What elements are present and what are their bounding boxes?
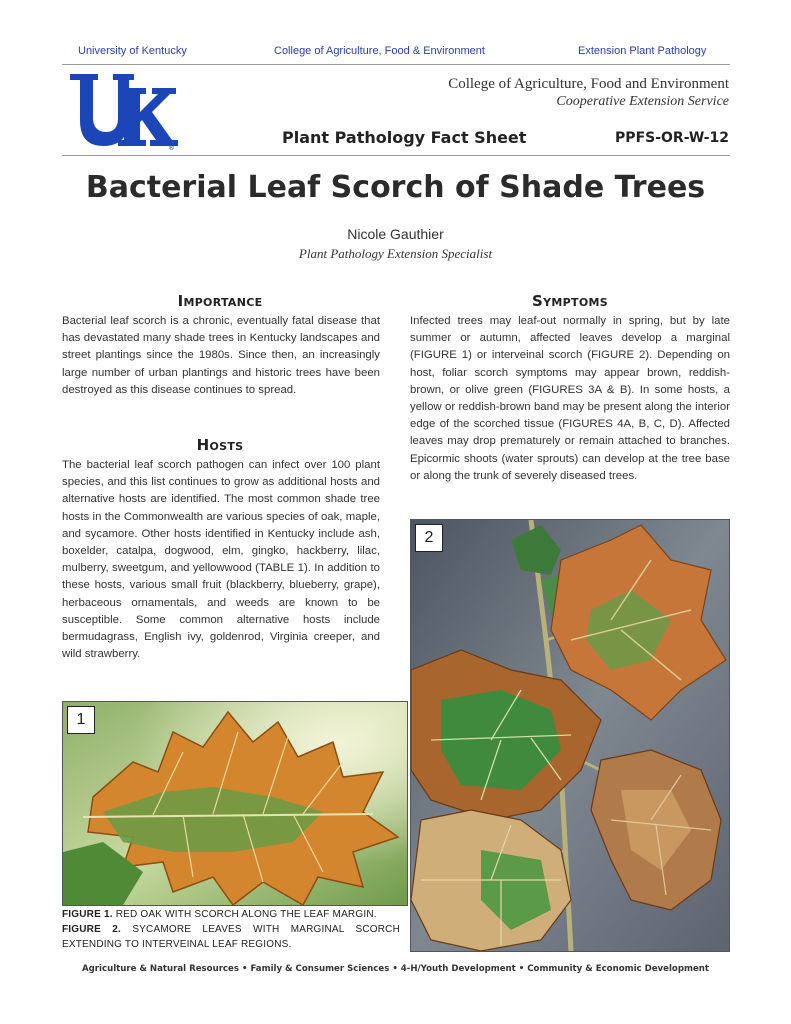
svg-text:®: ® (168, 144, 175, 152)
figure-2-photo (410, 519, 730, 952)
caption-2-label: FIGURE 2. (62, 924, 122, 935)
top-divider (62, 64, 730, 65)
author-name: Nicole Gauthier (347, 226, 444, 242)
uk-logo (68, 70, 180, 152)
caption-1-label: FIGURE 1. (62, 909, 113, 920)
college-name: College of Agriculture, Food and Environment (448, 76, 729, 92)
college-link[interactable]: College of Agriculture, Food & Environment (274, 45, 485, 57)
extension-service: Cooperative Extension Service (556, 94, 729, 109)
extension-link[interactable]: Extension Plant Pathology (578, 45, 707, 57)
hosts-text: The bacterial leaf scorch pathogen can infect over 100 plant species, and this list continues to grow as additional hosts and alternative hosts are identified. The most common shade tree hosts in the Commonwealth are various species of oak, maple, and sycamore. Other hosts identified in Kentucky include ash, boxelder, catalpa, dogwood, elm, gingko, hackberry, lilac, mulberry, sweetgum, and yellowwood (TABLE 1). In addition to these hosts, various small fruit (blackberry, blueberry, grape), herbaceous ornamentals, and weeds are known to be susceptible. Some common alternative hosts include bermudagrass, English ivy, goldenrod, Virginia creeper, and wild strawberry. (62, 459, 380, 661)
symptoms-text: Infected trees may leaf-out normally in spring, but by late summer or autumn, affected leaves develop a marginal (FIGURE 1) or interveinal scorch (FIGURE 2). Depending on host, foliar scorch symptoms may appear brown, reddish-brown, or olive green (FIGURES 3A & B). In some hosts, a yellow or reddish-brown band may be present along the interior edge of the scorched tissue (FIGURES 4A, B, C, D). Affected leaves may drop prematurely or remain attached to branches. Epicormic shoots (water sprouts) can develop at the tree base or along the trunk of severely diseased trees. (410, 315, 730, 482)
footer-programs: Agriculture & Natural Resources • Family & Consumer Sciences • 4-H/Youth Development • Community & Economic Development (82, 964, 709, 974)
document-code: PPFS-OR-W-12 (615, 130, 729, 146)
college-heading (448, 75, 729, 111)
caption-2-text: SYCAMORE LEAVES WITH MARGINAL SCORCH EXTENDING TO INTERVEINAL LEAF REGIONS. (62, 924, 400, 950)
header-divider (62, 155, 730, 156)
caption-2 (62, 922, 400, 952)
figure-1-number: 1 (67, 706, 95, 734)
university-link[interactable]: University of Kentucky (78, 45, 187, 57)
importance-text: Bacterial leaf scorch is a chronic, eventually fatal disease that has devastated many shade trees in Kentucky landscapes and street plantings since the 1980s. Since then, an increasingly large number of urban plantings and historic trees have been destroyed as this disease continues to spread. (62, 315, 380, 396)
page-title: Bacterial Leaf Scorch of Shade Trees (85, 170, 706, 205)
hosts-heading: Hosts (196, 436, 244, 454)
caption-1 (62, 907, 400, 922)
author-role: Plant Pathology Extension Specialist (298, 246, 493, 261)
caption-1-text: RED OAK WITH SCORCH ALONG THE LEAF MARGIN. (115, 909, 377, 920)
fact-sheet-label: Plant Pathology Fact Sheet (282, 128, 527, 147)
figure-captions (62, 907, 400, 952)
importance-heading: Importance (177, 292, 263, 310)
figure-2-number: 2 (415, 524, 443, 552)
symptoms-heading: Symptoms (532, 292, 608, 310)
figure-1-photo (62, 701, 408, 906)
